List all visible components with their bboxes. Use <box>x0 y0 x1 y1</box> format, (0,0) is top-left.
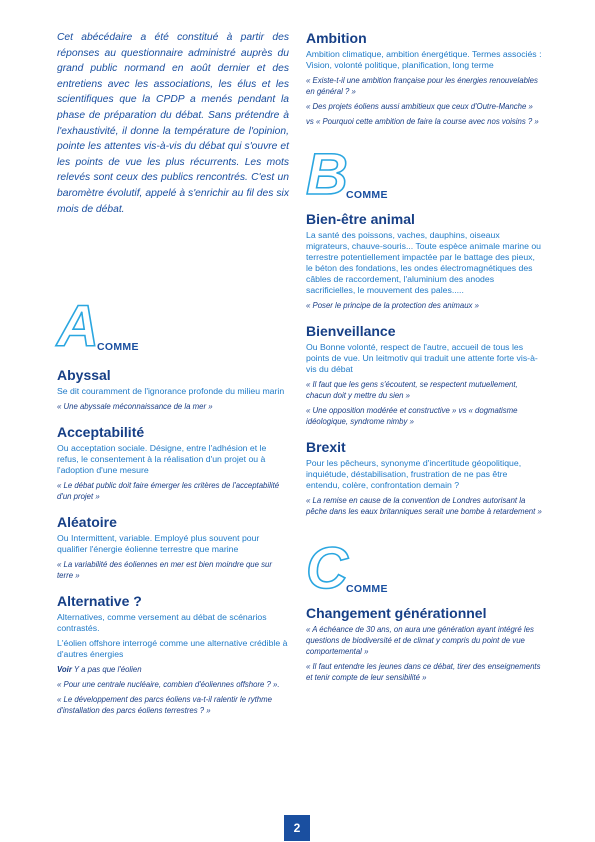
term-quote: « Une abyssale méconnaissance de la mer » <box>57 402 213 412</box>
term-quote: « Existe-t-il une ambition française pour les énergies renouvelables en général ? » <box>306 76 538 96</box>
term-title: Acceptabilité <box>57 424 145 441</box>
term-definition: Ou Bonne volonté, respect de l'autre, accueil de tous les points de vue. Un leitmotiv qui traduit une attente forte vis-à-vis du débat <box>306 342 538 374</box>
see-also <box>57 664 289 675</box>
term-definition: L'éolien offshore interrogé comme une alternative crédible à d'autres énergies <box>57 638 288 660</box>
see-also-text: Y a pas que l'éolien <box>71 665 142 675</box>
letter-b: B <box>306 142 348 207</box>
term-quote: « A échéance de 30 ans, on aura une génération ayant intégré les questions de biodiversité et de climat y compris du point de vue comportemental » <box>306 625 534 656</box>
term-quote: « Une opposition modérée et constructive » vs « dogmatisme idéologique, syndrome nimby » <box>306 406 518 426</box>
entry-changement-generationnel <box>306 605 542 683</box>
term-title: Bien-être animal <box>306 211 415 227</box>
term-title: Bienveillance <box>306 323 396 339</box>
term-title: Aléatoire <box>57 514 117 531</box>
comme-label: COMME <box>346 583 388 595</box>
page-number: 2 <box>284 815 310 841</box>
entry-abyssal <box>57 367 289 412</box>
term-title: Changement générationnel <box>306 605 487 621</box>
letter-c-header <box>306 536 542 601</box>
term-definition: Alternatives, comme versement au débat de scénarios contrastés. <box>57 612 267 634</box>
term-quote: « Il faut entendre les jeunes dans ce débat, tirer des enseignements et tenir compte de leur sensibilité » <box>306 662 541 682</box>
term-definition: Ou acceptation sociale. Désigne, entre l'adhésion et le refus, le consentement à la réalisation d'un projet ou à l'adoption d'une mesure <box>57 443 267 476</box>
term-title: Alternative ? <box>57 593 142 610</box>
term-definition: Ou Intermittent, variable. Employé plus souvent pour qualifier l'énergie éolienne terrestre que marine <box>57 533 260 555</box>
term-quote: vs « Pourquoi cette ambition de faire la course avec nos voisins ? » <box>306 117 539 126</box>
term-quote: « La remise en cause de la convention de Londres autorisant la pêche dans les eaux britanniques serait une bombe à retardement » <box>306 496 542 516</box>
entry-ambition <box>306 30 542 127</box>
term-title: Ambition <box>306 30 367 46</box>
letter-a-header <box>57 294 289 360</box>
letter-b-header <box>306 142 542 207</box>
term-quote: « Le développement des parcs éoliens va-t-il ralentir le rythme d'installation des parcs éoliens terrestres ? » <box>57 695 272 716</box>
term-quote: « Des projets éoliens aussi ambitieux que ceux d'Outre-Manche » <box>306 102 533 111</box>
comme-label: COMME <box>346 189 388 201</box>
term-definition: Pour les pêcheurs, synonyme d'incertitude géopolitique, inquiétude, déstabilisation, frustration de ne pas être entendu, colère, confrontation demain ? <box>306 458 522 490</box>
comme-label: COMME <box>97 341 139 354</box>
term-quote: « Pour une centrale nucléaire, combien d'éoliennes offshore ? ». <box>57 680 280 690</box>
letter-c: C <box>306 536 348 601</box>
right-column <box>306 30 542 695</box>
term-title: Abyssal <box>57 367 111 384</box>
intro-paragraph: Cet abécédaire a été constitué à partir des réponses au questionnaire administré auprès du grand public normand en août dernier et des entretiens avec les associations, les élus et les scientifiques que la CPDP a menés pendant la phase de préparation du débat. Sans prétendre à l'exhaustivité, il donne la température de l'opinion, pointe les attentes vis-à-vis du débat qui s'ouvre et les points de vue les plus récurrents. Les mots relevés sont ceux des publics rencontrés. C'est un baromètre évolutif, appelé à s'enrichir au fil des six mois de débat. <box>57 32 289 215</box>
left-column <box>57 30 289 728</box>
term-definition: La santé des poissons, vaches, dauphins, oiseaux migrateurs, chauve-souris... Toute espèce animale marine ou terrestre potentiellement impactée par le battage des pieux, le béton des fondations, les ondes électromagnétiques des câbles de raccordement, l'aluminium des anodes sacrificielles, le mouvement des pales..... <box>306 230 542 295</box>
letter-a: A <box>57 294 99 360</box>
term-quote: « Poser le principe de la protection des animaux » <box>306 301 479 310</box>
entry-aleatoire <box>57 514 289 581</box>
term-quote: « La variabilité des éoliennes en mer est bien moindre que sur terre » <box>57 560 272 581</box>
entry-bienveillance <box>306 323 542 427</box>
see-also-label: Voir <box>57 665 72 675</box>
spacer <box>57 217 289 301</box>
entry-alternative <box>57 593 289 716</box>
term-quote: « Le débat public doit faire émerger les critères de l'acceptabilité d'un projet » <box>57 481 280 502</box>
entry-bien-etre-animal <box>306 211 542 311</box>
term-quote: « Il faut que les gens s'écoutent, se respectent mutuellement, chacun doit y mettre du sien » <box>306 380 518 400</box>
term-definition: Ambition climatique, ambition énergétique. Termes associés : Vision, volonté politique, planification, long terme <box>306 49 542 70</box>
term-definition: Se dit couramment de l'ignorance profonde du milieu marin <box>57 386 285 397</box>
term-title: Brexit <box>306 439 346 455</box>
entry-acceptabilite <box>57 424 289 502</box>
entry-brexit <box>306 439 542 517</box>
